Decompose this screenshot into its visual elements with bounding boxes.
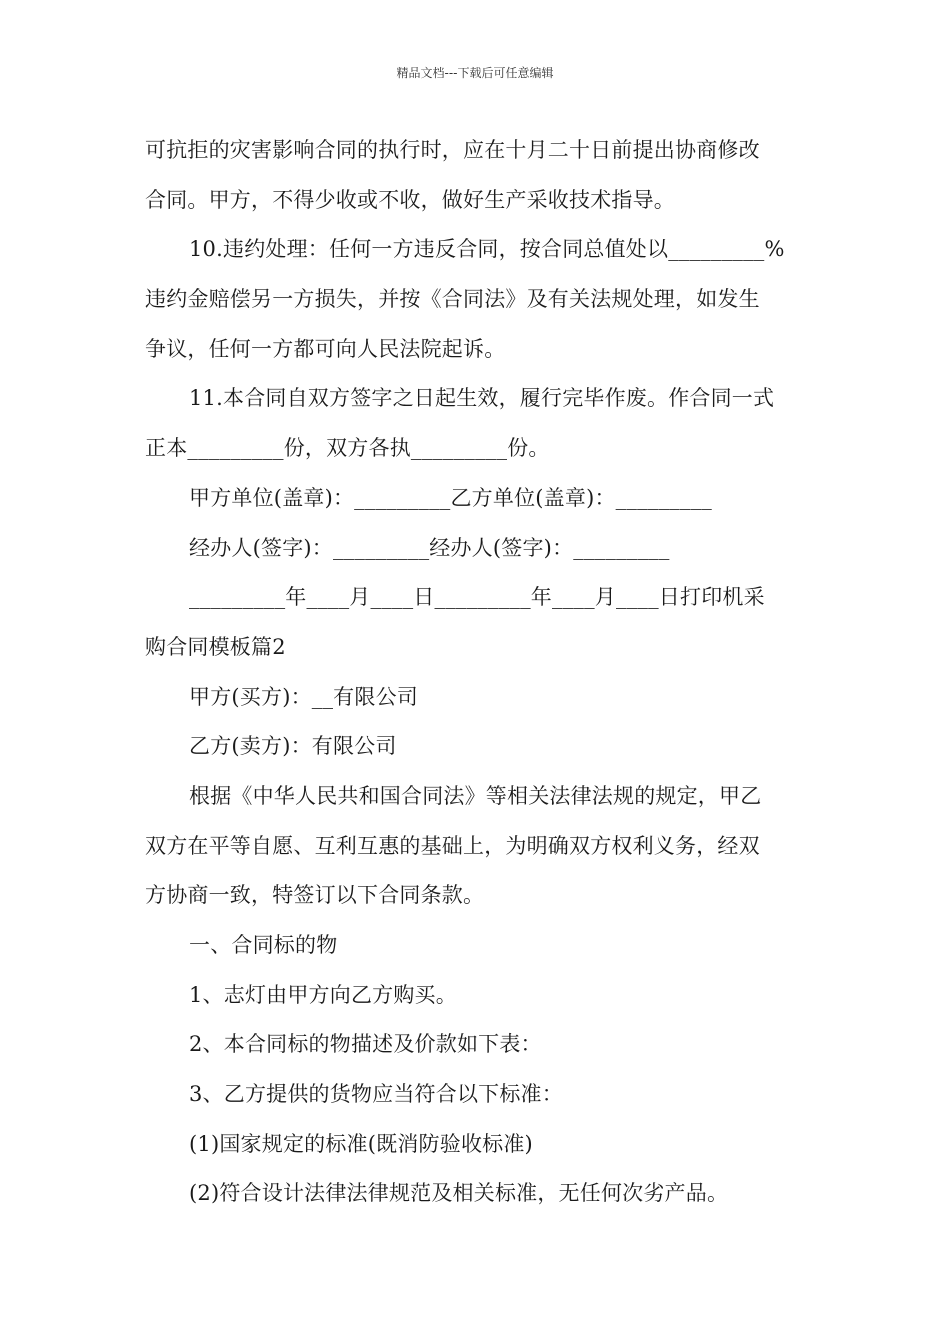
paragraph-line: 11.本合同自双方签字之日起生效，履行完毕作废。作合同一式: [189, 386, 775, 411]
paragraph-line: 合同。甲方，不得少收或不收，做好生产采收技术指导。: [145, 187, 675, 212]
clause-subitem: (1)国家规定的标准(既消防验收标准): [189, 1131, 533, 1156]
signature-line-handlers: 经办人(签字)：_________经办人(签字)：_________: [189, 535, 670, 560]
document-body: [145, 126, 810, 1219]
paragraph-line: 双方在平等自愿、互利互惠的基础上，为明确双方权利义务，经双: [145, 833, 760, 858]
clause-heading: 一、合同标的物: [189, 933, 338, 957]
paragraph-line: 根据《中华人民共和国合同法》等相关法律法规的规定，甲乙: [189, 783, 762, 808]
clause-item: 2、本合同标的物描述及价款如下表：: [189, 1032, 542, 1057]
paragraph-line: 10.违约处理：任何一方违反合同，按合同总值处以_________%: [189, 237, 785, 262]
party-b-line: 乙方(卖方)：有限公司: [189, 734, 397, 759]
party-a-line: 甲方(买方)：__有限公司: [189, 684, 418, 709]
paragraph-line: 正本_________份，双方各执_________份。: [145, 436, 550, 461]
paragraph-line: 方协商一致，特签订以下合同条款。: [145, 883, 485, 908]
paragraph-line: 争议，任何一方都可向人民法院起诉。: [145, 336, 506, 361]
signature-line-party-units: 甲方单位(盖章)：_________乙方单位(盖章)：_________: [189, 485, 712, 510]
date-line: _________年____月____日_________年____月____日打印机采: [189, 585, 765, 610]
page-header: 精品文档---下载后可任意编辑: [396, 66, 554, 80]
paragraph-line: 违约金赔偿另一方损失，并按《合同法》及有关法规处理，如发生: [145, 287, 760, 312]
paragraph-line: 可抗拒的灾害影响合同的执行时，应在十月二十日前提出协商修改: [145, 138, 760, 162]
clause-item: 3、乙方提供的货物应当符合以下标准：: [189, 1082, 563, 1107]
clause-item: 1、志灯由甲方向乙方购买。: [189, 982, 457, 1007]
section-title-line: 购合同模板篇2: [145, 634, 286, 659]
clause-subitem: (2)符合设计法律法律规范及相关标准，无任何次劣产品。: [189, 1181, 729, 1206]
